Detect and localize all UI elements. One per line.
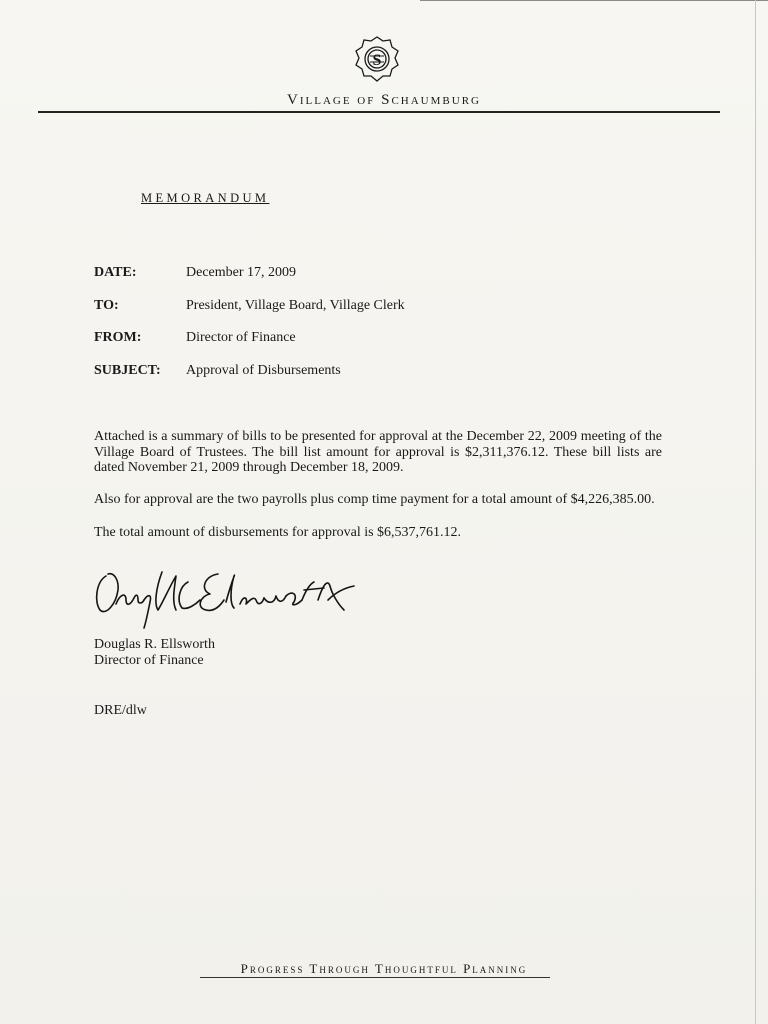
scan-edge-top [420, 0, 768, 1]
body-paragraph-bills: Attached is a summary of bills to be presented for approval at the December 22, 2009 meeting of the Village Board of Trustees. The bill list amount for approval is $2,311,376.12. These bill lists are dated November 21, 2009 through December 18, 2009. [94, 429, 662, 475]
letterhead-rule [38, 111, 720, 113]
village-seal-icon [352, 34, 402, 84]
svg-text:S: S [372, 52, 382, 69]
footer-rule [200, 977, 550, 978]
reference-initials: DRE/dlw [94, 703, 147, 718]
signer-title: Director of Finance [94, 653, 204, 668]
subject-value: Approval of Disbursements [186, 363, 341, 378]
scan-edge-right [755, 0, 756, 1024]
memo-title: MEMORANDUM [141, 191, 270, 205]
body-paragraph-total: The total amount of disbursements for approval is $6,537,761.12. [94, 525, 462, 540]
letterhead-title: Village of Schaumburg [287, 92, 481, 108]
date-label: DATE: [94, 265, 137, 280]
to-value: President, Village Board, Village Clerk [186, 298, 405, 313]
date-value: December 17, 2009 [186, 265, 297, 280]
footer-motto: Progress Through Thoughtful Planning [240, 961, 528, 976]
signer-name: Douglas R. Ellsworth [94, 637, 215, 652]
from-label: FROM: [94, 330, 142, 345]
body-paragraph-payrolls: Also for approval are the two payrolls plus comp time payment for a total amount of $4,226,385.00. [94, 492, 655, 507]
to-label: TO: [94, 298, 119, 313]
subject-label: SUBJECT: [94, 363, 161, 378]
from-value: Director of Finance [186, 330, 296, 345]
handwritten-signature [92, 560, 362, 640]
